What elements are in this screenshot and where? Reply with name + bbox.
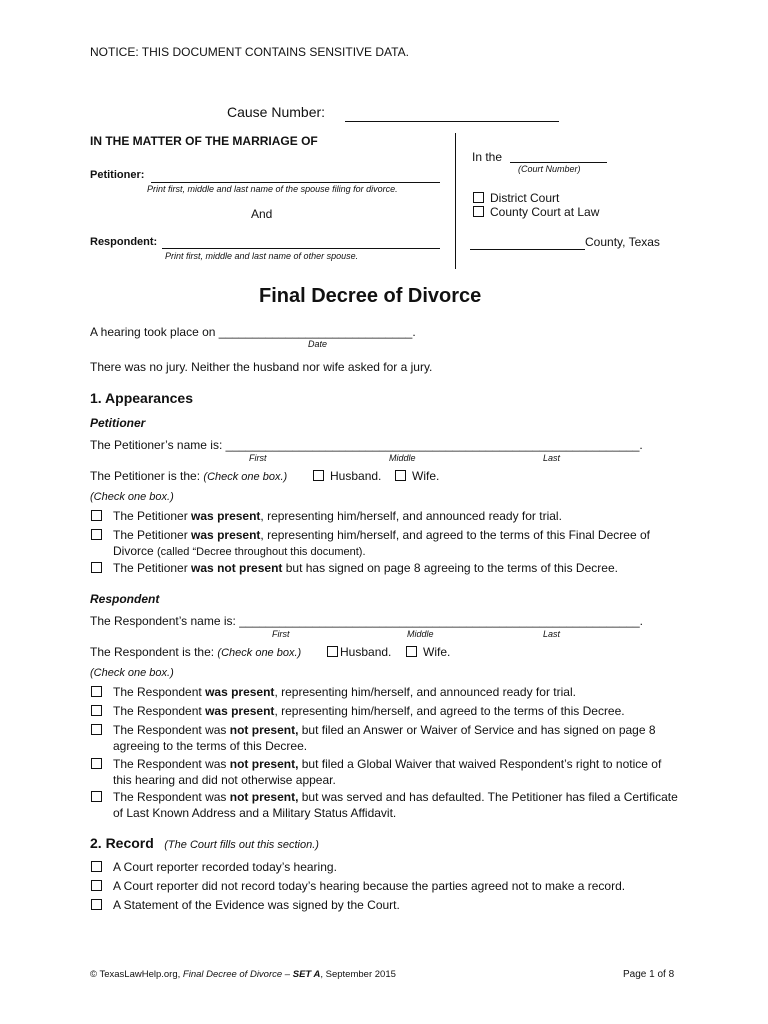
record-option-statement: A Statement of the Evidence was signed by the Court. xyxy=(91,897,681,913)
respondent-wife-checkbox[interactable] xyxy=(406,646,417,657)
respondent-last-hint: Last xyxy=(543,629,561,639)
court-number-hint: (Court Number) xyxy=(518,164,581,174)
sensitive-data-notice: NOTICE: THIS DOCUMENT CONTAINS SENSITIVE DATA. xyxy=(90,45,409,59)
respondent-option-2-checkbox[interactable] xyxy=(91,705,102,716)
petitioner-check-one: (Check one box.) xyxy=(90,491,174,503)
cause-number-label: Cause Number: xyxy=(227,104,326,120)
petitioner-is-the-label: The Petitioner is the: xyxy=(90,469,201,483)
respondent-wife-label: Wife. xyxy=(423,645,451,659)
section-2-note: (The Court fills out this section.) xyxy=(164,839,319,851)
page-number: Page 1 of 8 xyxy=(623,969,675,980)
cause-number-field[interactable] xyxy=(345,121,559,122)
and-label: And xyxy=(251,207,273,221)
county-court-label: County Court at Law xyxy=(490,205,600,219)
respondent-check-one: (Check one box.) xyxy=(90,667,174,679)
respondent-option-3-checkbox[interactable] xyxy=(91,724,102,735)
record-option-1-checkbox[interactable] xyxy=(91,861,102,872)
respondent-option-answer-waiver: The Respondent was not present, but filed an Answer or Waiver of Service and has signed on page 8 agreeing to the terms of this Decree. xyxy=(91,722,681,754)
matter-title: IN THE MATTER OF THE MARRIAGE OF xyxy=(90,134,318,148)
respondent-option-global-waiver: The Respondent was not present, but filed a Global Waiver that waived Respondent’s right to notice of this hearing and did not otherwise appear. xyxy=(91,756,681,788)
petitioner-name-line xyxy=(90,438,643,452)
caption-divider xyxy=(455,133,456,269)
in-the-label: In the xyxy=(472,150,503,164)
petitioner-wife-checkbox[interactable] xyxy=(395,470,406,481)
respondent-first-hint: First xyxy=(272,629,290,639)
county-texas-label: County, Texas xyxy=(585,235,660,249)
county-court-checkbox[interactable] xyxy=(473,206,484,217)
respondent-name-field[interactable] xyxy=(162,248,440,249)
record-option-2-checkbox[interactable] xyxy=(91,880,102,891)
hearing-statement xyxy=(90,325,416,339)
petitioner-hint: Print first, middle and last name of the spouse filing for divorce. xyxy=(147,184,398,194)
jury-statement: There was no jury. Neither the husband nor wife asked for a jury. xyxy=(90,360,433,374)
petitioner-option-1-checkbox[interactable] xyxy=(91,510,102,521)
respondent-role-line xyxy=(90,645,301,659)
respondent-full-name-field[interactable]: ____________________________________________________________. xyxy=(239,614,643,628)
section-2-heading-line xyxy=(90,835,319,853)
petitioner-label: Petitioner: xyxy=(90,169,145,181)
petitioner-subheading: Petitioner xyxy=(90,416,146,430)
respondent-option-present-agreed: The Respondent was present, representing him/herself, and agreed to the terms of this Decree. xyxy=(91,703,681,719)
petitioner-option-not-present: The Petitioner was not present but has signed on page 8 agreeing to the terms of this Decree. xyxy=(91,560,681,576)
respondent-middle-hint: Middle xyxy=(407,629,434,639)
respondent-is-the-label: The Respondent is the: xyxy=(90,645,215,659)
document-title: Final Decree of Divorce xyxy=(259,285,482,307)
petitioner-option-2-checkbox[interactable] xyxy=(91,529,102,540)
district-court-checkbox[interactable] xyxy=(473,192,484,203)
record-option-recorded: A Court reporter recorded today’s hearing. xyxy=(91,859,681,875)
respondent-hint: Print first, middle and last name of other spouse. xyxy=(165,251,359,261)
respondent-subheading: Respondent xyxy=(90,592,160,606)
hearing-date-hint: Date xyxy=(308,339,328,349)
respondent-check-one-inline: (Check one box.) xyxy=(217,647,302,659)
respondent-name-prefix: The Respondent’s name is: xyxy=(90,614,236,628)
section-2-heading: 2. Record xyxy=(90,835,154,851)
petitioner-check-one-inline: (Check one box.) xyxy=(203,471,288,483)
respondent-name-line xyxy=(90,614,643,628)
petitioner-full-name-field[interactable]: ______________________________________________________________. xyxy=(225,438,643,452)
record-option-3-checkbox[interactable] xyxy=(91,899,102,910)
respondent-option-4-checkbox[interactable] xyxy=(91,758,102,769)
petitioner-option-present-ready: The Petitioner was present, representing him/herself, and announced ready for trial. xyxy=(91,508,681,524)
petitioner-wife-label: Wife. xyxy=(412,469,440,483)
petitioner-option-present-agreed: The Petitioner was present, representing him/herself, and agreed to the terms of this Final Decree of Divorce (called “Decree throughout this document). xyxy=(91,527,681,559)
respondent-husband-checkbox[interactable] xyxy=(327,646,338,657)
respondent-option-present-ready: The Respondent was present, representing him/herself, and announced ready for trial. xyxy=(91,684,681,700)
petitioner-first-hint: First xyxy=(249,453,267,463)
county-name-field[interactable] xyxy=(470,249,585,250)
respondent-option-defaulted: The Respondent was not present, but was served and has defaulted. The Petitioner has filed a Certificate of Last Known Address and a Military Status Affidavit. xyxy=(91,789,681,821)
respondent-label: Respondent: xyxy=(90,236,158,248)
petitioner-husband-checkbox[interactable] xyxy=(313,470,324,481)
section-1-heading: 1. Appearances xyxy=(90,390,193,406)
petitioner-option-3-checkbox[interactable] xyxy=(91,562,102,573)
district-court-label: District Court xyxy=(490,191,560,205)
petitioner-middle-hint: Middle xyxy=(389,453,416,463)
record-option-not-recorded: A Court reporter did not record today’s hearing because the parties agreed not to make a record. xyxy=(91,878,681,894)
petitioner-name-field[interactable] xyxy=(151,182,440,183)
respondent-husband-label: Husband. xyxy=(340,645,392,659)
petitioner-last-hint: Last xyxy=(543,453,561,463)
respondent-option-1-checkbox[interactable] xyxy=(91,686,102,697)
respondent-option-5-checkbox[interactable] xyxy=(91,791,102,802)
hearing-prefix: A hearing took place on xyxy=(90,325,216,339)
petitioner-role-line xyxy=(90,469,287,483)
petitioner-husband-label: Husband. xyxy=(330,469,382,483)
footer-copyright: © TexasLawHelp.org, Final Decree of Divorce – SET A, September 2015 xyxy=(90,969,396,980)
hearing-date-field[interactable]: _____________________________. xyxy=(218,325,416,339)
court-number-field[interactable] xyxy=(510,162,607,163)
petitioner-name-prefix: The Petitioner’s name is: xyxy=(90,438,223,452)
